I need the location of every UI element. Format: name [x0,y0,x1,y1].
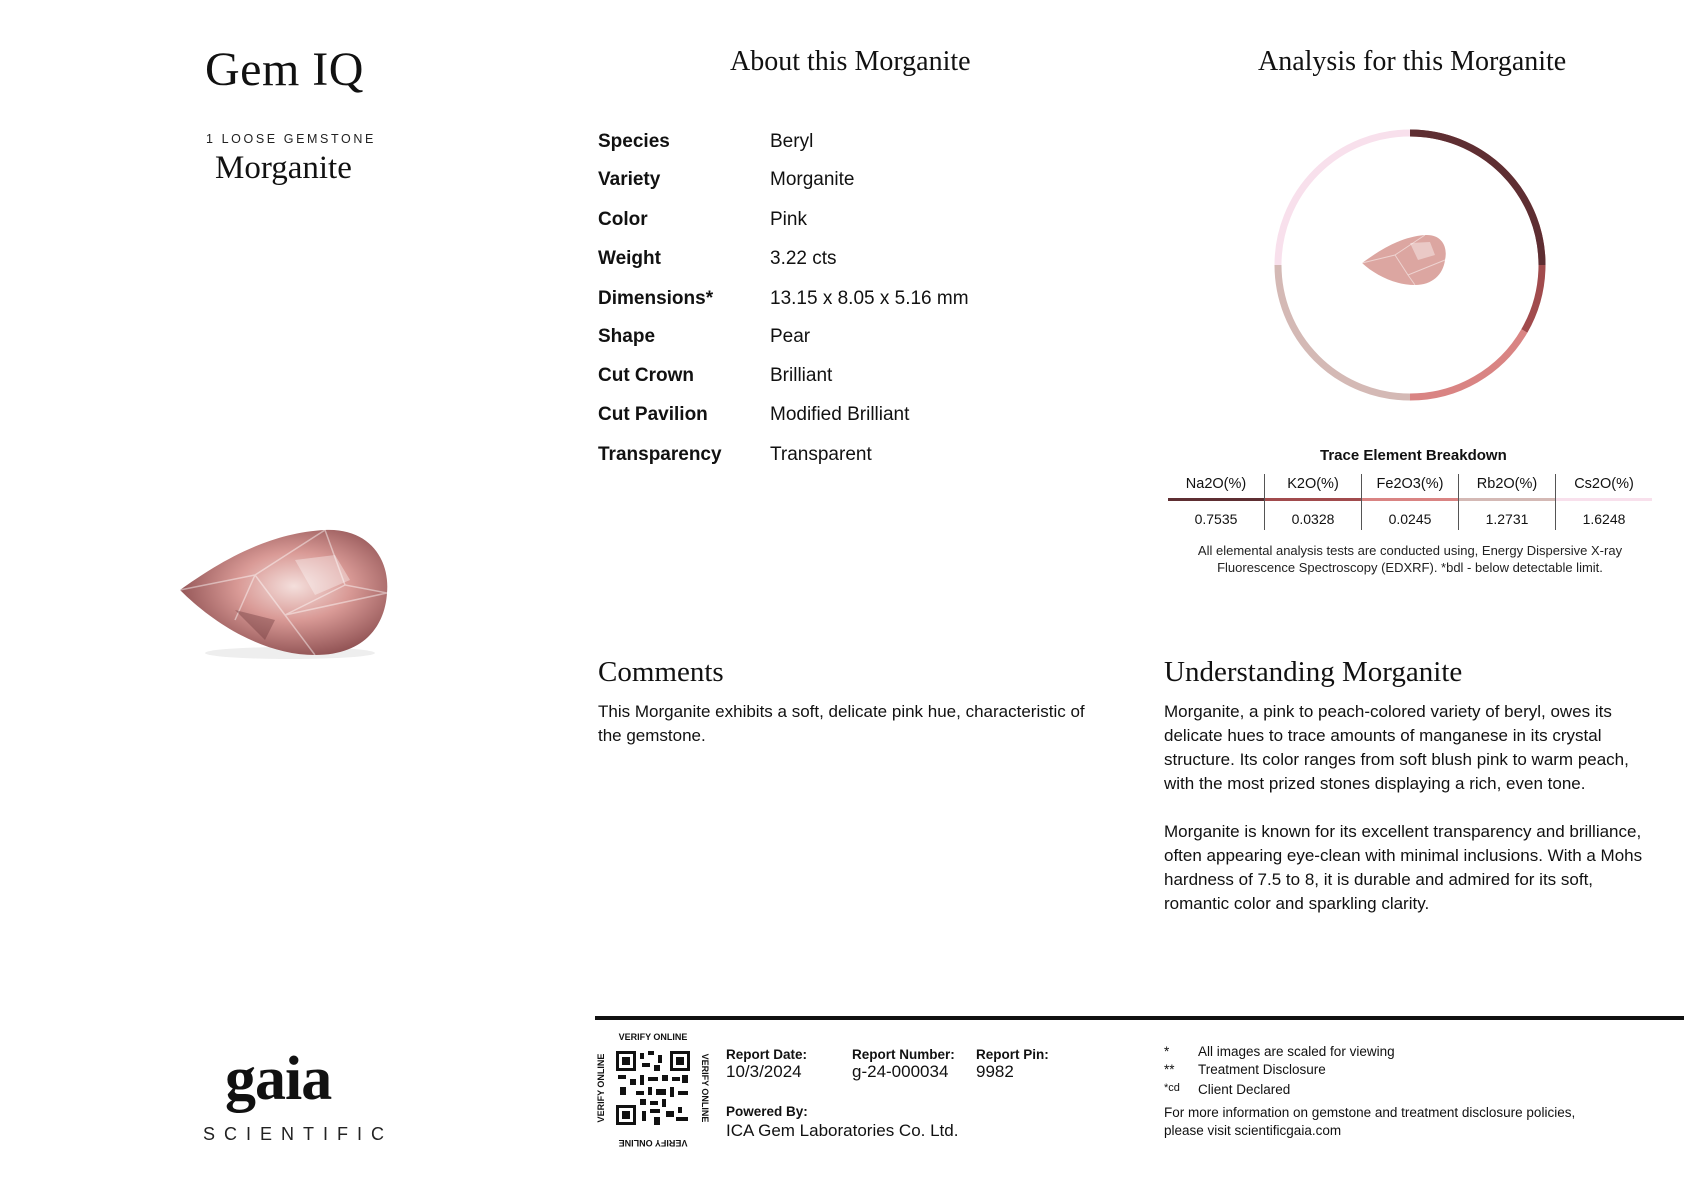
trace-value: 0.0245 [1388,511,1432,527]
spec-label: Shape [598,326,656,347]
note-mark: *cd [1164,1082,1180,1094]
trace-header: Rb2O(%) [1476,476,1538,492]
spec-label: Variety [598,169,661,190]
spec-value: Transparent [770,444,872,465]
ring-segment [1410,133,1542,331]
qr-caption-left: VERIFY ONLINE [596,1053,606,1123]
trace-column [1459,474,1555,527]
spec-label: Species [598,131,670,152]
trace-column [1556,474,1652,527]
report-pin-label: Report Pin: [976,1047,1049,1062]
note-mark: ** [1164,1062,1175,1077]
powered-by: ICA Gem Laboratories Co. Ltd. [726,1121,959,1140]
brand-title: Gem IQ [205,43,364,96]
spec-value: Pink [770,209,807,230]
spec-value: Morganite [770,169,855,190]
spec-value: 13.15 x 8.05 x 5.16 mm [770,288,969,309]
spec-value: Pear [770,326,811,347]
spec-label: Cut Pavilion [598,404,708,425]
more-info-text: For more information on gemstone and treatment disclosure policies, please visit scientificgaia.com [1164,1105,1576,1138]
trace-value: 1.6248 [1582,511,1626,527]
ring-segment [1278,133,1410,265]
trace-header: Na2O(%) [1185,476,1247,492]
ring-segment [1278,265,1410,397]
spec-value: Brilliant [770,365,833,386]
spec-label: Transparency [598,444,722,465]
trace-table-title: Trace Element Breakdown [1320,447,1507,464]
powered-by-label: Powered By: [726,1104,808,1119]
trace-column [1265,474,1361,527]
note-text: Client Declared [1198,1082,1291,1097]
note-text: All images are scaled for viewing [1198,1044,1395,1059]
understanding-paragraph: Morganite, a pink to peach-colored variety of beryl, owes its delicate hues to trace amounts of manganese in its crystal structure. Its color ranges from soft blush pink to warm peach, with the most prized stones displaying a rich, even tone. [1164,702,1629,793]
verify-qr-code[interactable] [596,1032,710,1148]
qr-code-icon [616,1051,690,1125]
gaia-logo-subtitle: SCIENTIFIC [203,1124,394,1144]
trace-column-divider [1458,474,1459,530]
trace-value: 0.0328 [1291,511,1335,527]
footer-divider [595,1016,1684,1020]
gemstone-count: 1 LOOSE GEMSTONE [206,132,376,146]
trace-column-divider [1264,474,1265,530]
trace-element-ring [1270,125,1550,405]
trace-header: Fe2O3(%) [1376,476,1444,492]
ring-segment [1410,331,1524,397]
spec-label: Cut Crown [598,365,695,386]
note-text: Treatment Disclosure [1198,1062,1326,1077]
spec-value: 3.22 cts [770,248,837,269]
report-number: g-24-000034 [852,1062,949,1081]
gaia-logo: gaia [225,1045,332,1113]
note-mark: * [1164,1044,1170,1059]
trace-header: K2O(%) [1287,476,1339,492]
spec-label: Dimensions* [598,288,714,309]
analysis-note: All elemental analysis tests are conducted using, Energy Dispersive X-ray Fluorescence Spectroscopy (EDXRF). *bdl - below detectable limit. [1197,543,1623,575]
trace-column [1362,474,1458,527]
analysis-title: Analysis for this Morganite [1258,46,1567,77]
qr-caption-right: VERIFY ONLINE [700,1053,710,1123]
trace-header: Cs2O(%) [1574,476,1634,492]
spec-value: Modified Brilliant [770,404,910,425]
comments-title: Comments [598,656,724,688]
stone-name: Morganite [215,150,352,186]
understanding-title: Understanding Morganite [1164,656,1463,688]
trace-column-divider [1555,474,1556,530]
report-date: 10/3/2024 [726,1062,802,1081]
report-pin: 9982 [976,1062,1014,1081]
spec-label: Weight [598,248,661,269]
qr-caption-top: VERIFY ONLINE [618,1032,688,1042]
report-date-label: Report Date: [726,1047,808,1062]
gemstone-photo [175,525,395,665]
trace-column [1168,474,1264,527]
report-number-label: Report Number: [852,1047,955,1062]
trace-value: 0.7535 [1194,511,1238,527]
about-title: About this Morganite [730,46,971,77]
comments-text: This Morganite exhibits a soft, delicate pink hue, characteristic of the gemstone. [598,702,1085,745]
trace-value: 1.2731 [1485,511,1529,527]
spec-label: Color [598,209,648,230]
ring-gem-image [1362,235,1446,285]
trace-column-divider [1361,474,1362,530]
qr-caption-bottom: VERIFY ONLINE [618,1138,688,1148]
understanding-paragraph: Morganite is known for its excellent transparency and brilliance, often appearing eye-clean with minimal inclusions. With a Mohs hardness of 7.5 to 8, it is durable and admired for its soft, romantic color and sparkling clarity. [1164,822,1643,913]
spec-value: Beryl [770,131,814,152]
